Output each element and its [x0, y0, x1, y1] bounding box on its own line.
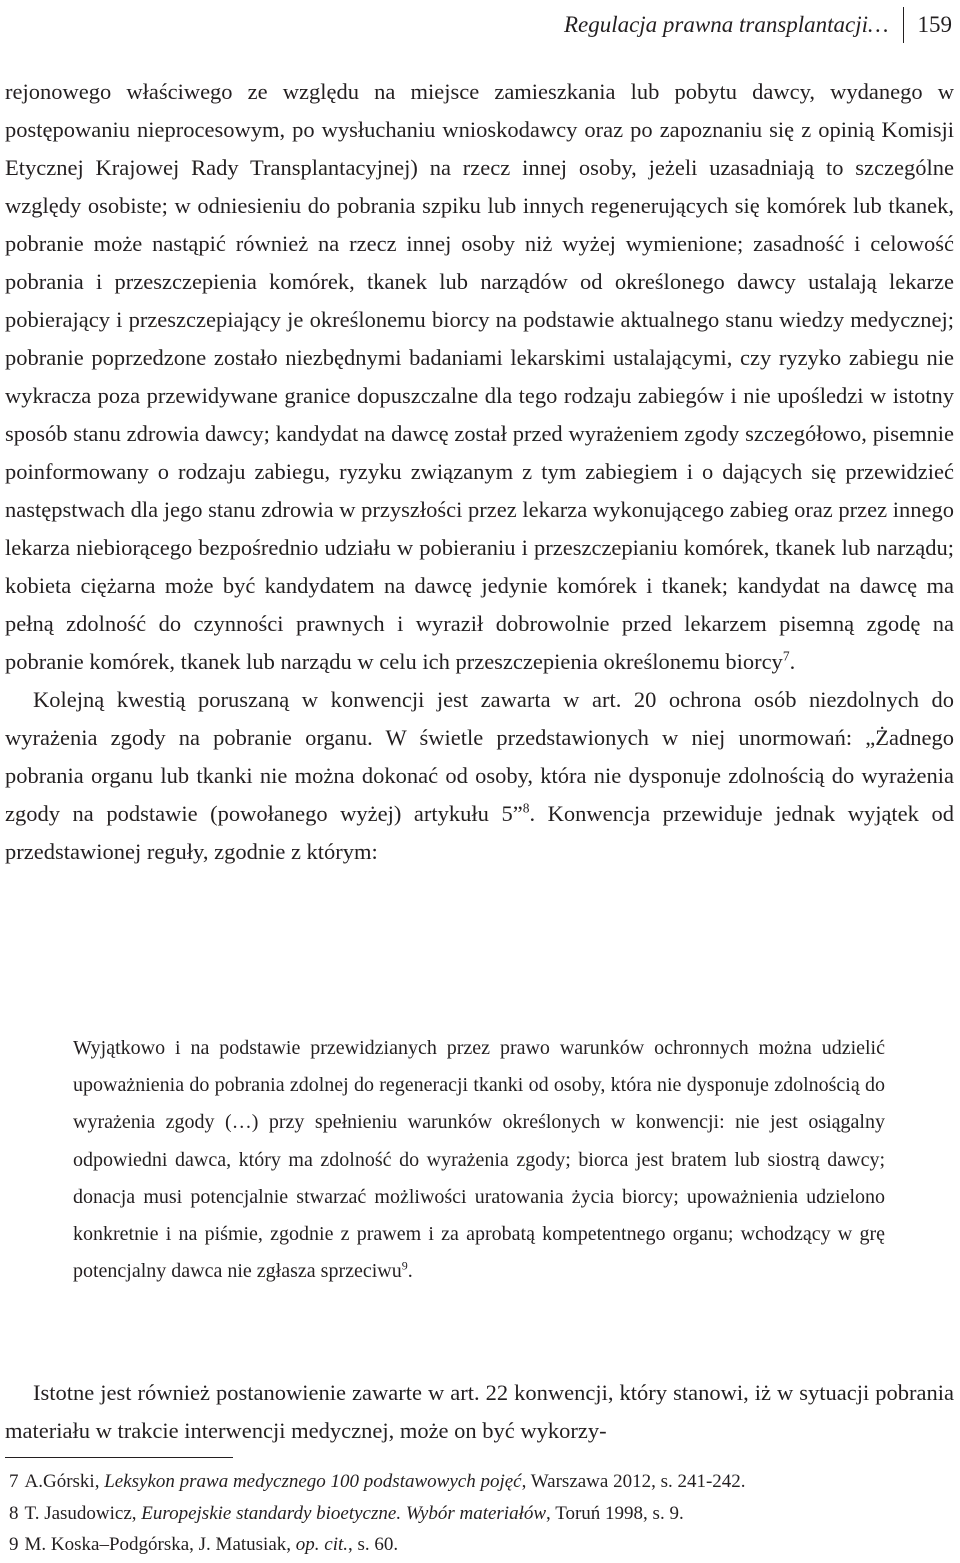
footnote-7: 7 A.Górski, Leksykon prawa medycznego 100 podstawowych pojęć, Warszawa 2012, s. 241-242.	[9, 1471, 746, 1492]
page-header	[564, 8, 952, 42]
footnote-9: 9 M. Koska–Podgórska, J. Matusiak, op. cit., s. 60.	[9, 1534, 399, 1555]
body-paragraph-2: Kolejną kwestią poruszaną w konwencji jest zawarta w art. 20 ochrona osób niezdolnych do wyrażenia zgody na pobranie organu. W świetle przedstawionych w niej unormowań: „Żadnego pobrania organu lub tkanki nie można dokonać od osoby, która nie dysponuje zdolnością do wyrażenia zgody na podstawie (powołanego wyżej) artykułu 5”$^8$. Konwencja przewiduje jednak wyjątek od przedstawionej reguły, zgodnie z którym:	[5, 687, 954, 864]
block-quote	[73, 1030, 885, 1290]
footnote-ref-8[interactable]: 8	[522, 800, 530, 816]
footnote-separator	[5, 1457, 233, 1458]
body-paragraph-1: rejonowego właściwego ze względu na miejsce zamieszkania lub pobytu dawcy, wydanego w postępowaniu nieprocesowym, po wysłuchaniu wnioskodawcy oraz po zapoznaniu się z opinią Komisji Etycznej Krajowej Rady Transplantacyjnej) na rzecz innej osoby, jeżeli uzasadniają to szczególne względy osobiste; w odniesieniu do pobrania szpiku lub innych regenerujących się komórek lub tkanek, pobranie może nastąpić również na rzecz innej osoby niż wyżej wymienione; zasadność i celowość pobrania i przeszczepienia komórek, tkanek lub narządów od określonego dawcy ustalają lekarze pobierający i przeszczepiający je określonemu biorcy na podstawie aktualnego stanu wiedzy medycznej; pobranie poprzedzone zostało niezbędnymi badaniami lekarskimi ustalającymi, czy ryzyko zabiegu nie wykracza poza przewidywane granice dopuszczalne dla tego rodzaju zabiegów i nie upośledzi w istotny sposób stanu zdrowia dawcy; kandydat na dawcę został przed wyrażeniem zgody szczegółowo, pisemnie poinformowany o rodzaju zabiegu, ryzyku związanym z tym zabiegiem i o dających się przewidzieć następstwach dla jego stanu zdrowia w przyszłości przez lekarza wykonującego zabieg oraz przez innego lekarza niebiorącego bezpośrednio udziału w pobieraniu i przeszczepianiu komórek, tkanek lub narządu; kobieta ciężarna może być kandydatem na dawcę jedynie komórek i tkanek; kandydat na dawcę ma pełną zdolność do czynności prawnych i wyraził dobrowolnie przed lekarzem pisemną zgodę na pobranie komórek, tkanek lub narządu w celu ich przeszczepienia określonemu biorcy$^7$.	[5, 79, 954, 674]
body-paragraph-3: Istotne jest również postanowienie zawarte w art. 22 konwencji, który stanowi, iż w sytuacji pobrania materiału w trakcie interwencji medycznej, może on być wykorzy-	[5, 1380, 954, 1443]
footnote-ref-7[interactable]: 7	[782, 648, 790, 664]
footnote-8: 8 T. Jasudowicz, Europejskie standardy bioetyczne. Wybór materiałów, Toruń 1998, s. 9.	[9, 1502, 684, 1524]
block-quote-text: Wyjątkowo i na podstawie przewidzianych przez prawo warunków ochronnych można udzielić upoważnienia do pobrania zdolnej do regeneracji tkanki od osoby, która nie dysponuje zdolnością do wyrażenia zgody (…) przy spełnieniu warunków określonych w konwencji: nie jest osiągalny odpowiedni dawca, który ma zdolność do wyrażenia zgody; biorca jest bratem lub siostrą dawcy; donacja musi potencjalnie stwarzać możliwości uratowania życia biorcy; upoważnienia udzielono konkretnie i na piśmie, zgodnie z prawem i za aprobatą kompetentnego organu; wchodzący w grę potencjalny dawca nie zgłasza sprzeciwu$^9$.	[73, 1037, 885, 1283]
footnotes	[5, 1466, 954, 1561]
running-title: Regulacja prawna transplantacji…	[563, 12, 889, 37]
footnote-ref-9[interactable]: 9	[401, 1258, 408, 1273]
body-text-upper	[5, 73, 954, 871]
body-text-lower	[5, 1374, 954, 1450]
page-number: 159	[917, 12, 952, 37]
